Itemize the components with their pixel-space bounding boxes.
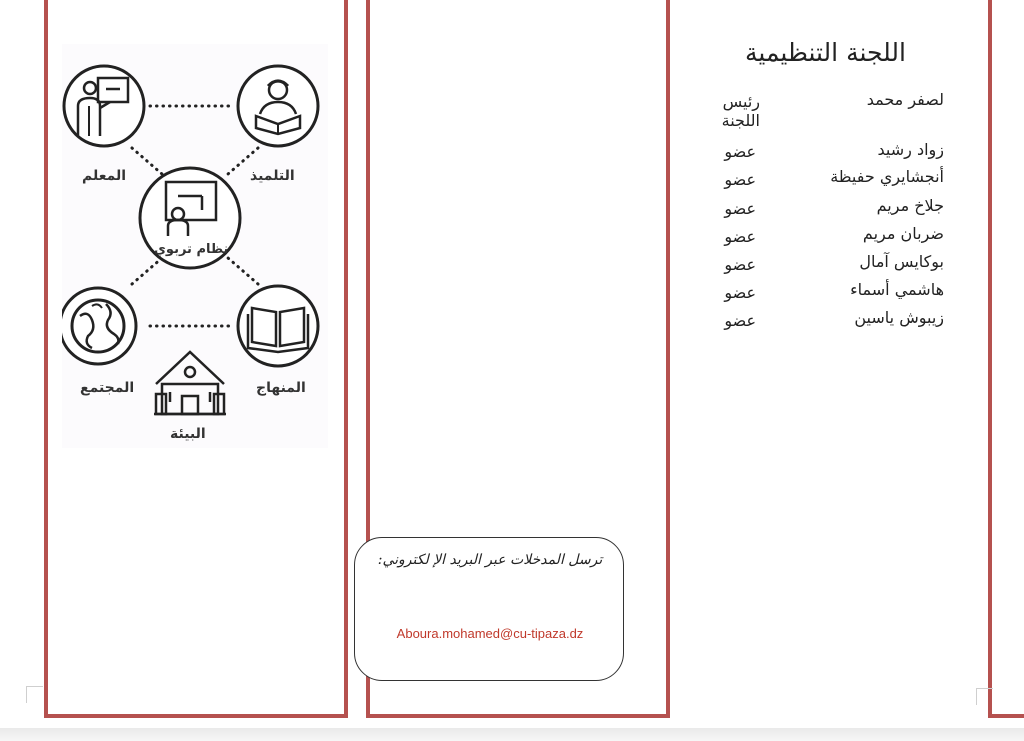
curriculum-label: المنهاج xyxy=(256,380,306,396)
crop-mark xyxy=(976,688,993,705)
page-bottom-shadow xyxy=(0,728,1024,741)
member-name: بوكايس آمال xyxy=(859,252,944,271)
member-role: عضو xyxy=(724,170,756,189)
globe-icon xyxy=(62,288,136,364)
committee-title: اللجنة التنظيمية xyxy=(745,38,906,67)
connector-teacher-center xyxy=(132,148,162,174)
member-name: ضربان مريم xyxy=(862,224,944,243)
member-name: زيبوش ياسين xyxy=(854,308,944,327)
submission-info-box xyxy=(354,537,624,681)
member-role: عضو xyxy=(724,227,756,246)
member-role: عضو xyxy=(724,199,756,218)
student-reading-icon xyxy=(238,66,318,146)
crop-mark xyxy=(26,686,43,703)
connector-curriculum-center xyxy=(228,258,258,284)
member-role: عضو xyxy=(724,142,756,161)
member-role: عضو xyxy=(724,283,756,302)
student-label: التلميذ xyxy=(250,168,295,184)
open-book-icon xyxy=(238,286,318,366)
member-role: عضو xyxy=(724,311,756,330)
member-name: أنجشايري حفيظة xyxy=(830,167,944,186)
teacher-label: المعلم xyxy=(82,168,127,184)
member-name: جلاخ مريم xyxy=(876,196,944,215)
member-name: زواد رشيد xyxy=(877,140,944,159)
community-label: المجتمع xyxy=(80,380,135,396)
connector-community-center xyxy=(132,258,162,284)
submission-instructions: ترسل المدخلات عبر البريد الإ لكتروني: xyxy=(377,552,603,568)
member-name: هاشمي أسماء xyxy=(850,280,944,299)
submission-email-link[interactable]: Aboura.mohamed@cu-tipaza.dz xyxy=(396,626,584,641)
environment-label: البيئة xyxy=(170,426,206,442)
member-role: عضو xyxy=(724,255,756,274)
teacher-board-icon xyxy=(64,66,144,146)
member-name: لصفر محمد xyxy=(866,90,944,109)
member-role: رئيس اللجنة xyxy=(721,92,760,130)
school-building-icon xyxy=(154,352,226,414)
center-label: نظام تربوي xyxy=(154,242,229,257)
education-system-diagram xyxy=(62,44,328,448)
right-page-panel xyxy=(988,0,1024,718)
